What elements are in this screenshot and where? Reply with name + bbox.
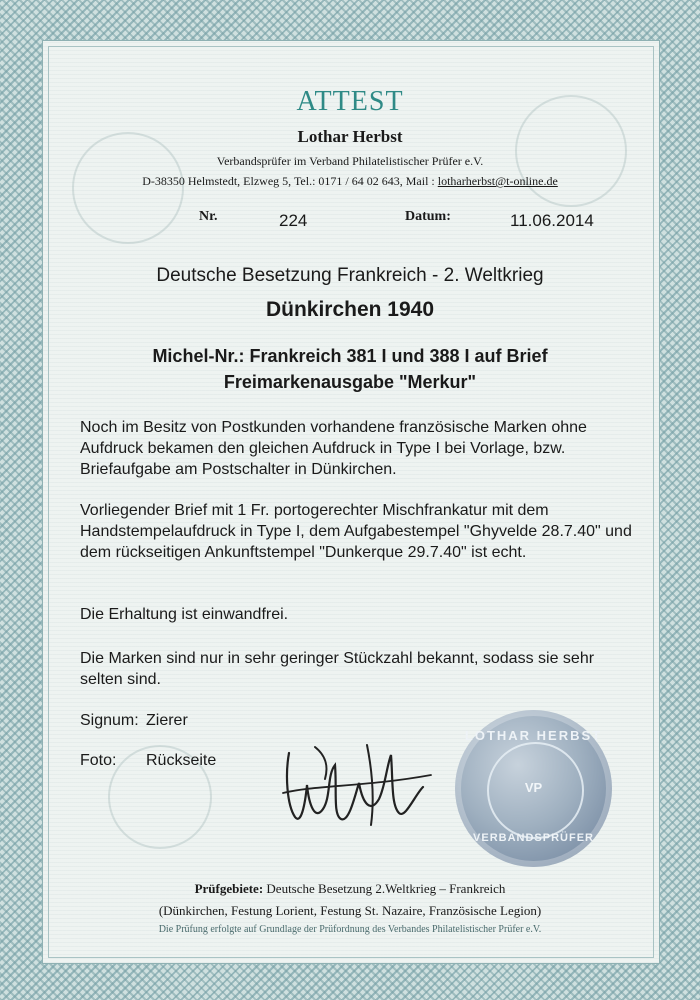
paragraph-condition: Die Erhaltung ist einwandfrei. bbox=[80, 606, 289, 623]
footer-areas bbox=[0, 881, 700, 897]
address-text: D-38350 Helmstedt, Elzweg 5, Tel.: 0171 / 64 02 643, Mail : bbox=[142, 174, 435, 188]
examiner-address bbox=[0, 174, 700, 189]
examiner-name: Lothar Herbst bbox=[297, 127, 403, 146]
certificate-title: ATTEST bbox=[296, 86, 404, 117]
seal-top-text: LOTHAR HERBST bbox=[464, 728, 603, 743]
number-label: Nr. bbox=[199, 209, 218, 224]
paragraph-description: Vorliegender Brief mit 1 Fr. portogerechter Mischfrankatur mit dem Handstempelaufdruck in Type I, dem Aufgabestempel "Ghyvelde 28.7.40" und dem rückseitigen Ankunftstempel "Dunkerque 29.7.40" ist echt. bbox=[80, 502, 632, 561]
footer-areas-detail: (Dünkirchen, Festung Lorient, Festung St. Nazaire, Französische Legion) bbox=[158, 903, 542, 918]
foto-row bbox=[80, 752, 216, 770]
foto-label: Foto: bbox=[80, 752, 117, 769]
signum-value: Zierer bbox=[146, 712, 188, 729]
date-label: Datum: bbox=[405, 209, 451, 224]
footer-areas-text: Deutsche Besetzung 2.Weltkrieg – Frankreich bbox=[266, 881, 506, 896]
examiner-affiliation: Verbandsprüfer im Verband Philatelistischer Prüfer e.V. bbox=[216, 154, 484, 168]
signum-row bbox=[80, 712, 188, 730]
paragraph-background: Noch im Besitz von Postkunden vorhandene französische Marken ohne Aufdruck bekamen den gleichen Aufdruck in Type I bei Vorlage, bzw. Briefaufgabe am Postschalter in Dünkirchen. bbox=[80, 419, 587, 478]
certificate-number: 224 bbox=[279, 211, 308, 230]
certificate-date: 11.06.2014 bbox=[510, 211, 594, 230]
email-link[interactable]: lotharherbst@t-online.de bbox=[437, 174, 558, 188]
signum-label: Signum: bbox=[80, 712, 139, 729]
handwritten-signature bbox=[275, 735, 435, 835]
paragraph-rarity: Die Marken sind nur in sehr geringer Stückzahl bekannt, sodass sie sehr selten sind. bbox=[80, 650, 595, 688]
seal-center-text: VP bbox=[524, 780, 543, 795]
foto-value: Rückseite bbox=[146, 752, 217, 769]
subject-title: Dünkirchen 1940 bbox=[265, 298, 435, 321]
michel-number: Michel-Nr.: Frankreich 381 I und 388 I auf Brief bbox=[152, 346, 548, 366]
footer-note: Die Prüfung erfolgte auf Grundlage der Prüfordnung des Verbandes Philatelistischer Prüfer e.V. bbox=[158, 924, 542, 935]
seal-bottom-text: VERBANDSPRÜFER bbox=[473, 832, 594, 844]
stamp-issue: Freimarkenausgabe "Merkur" bbox=[223, 372, 477, 392]
subject-heading: Deutsche Besetzung Frankreich - 2. Weltkrieg bbox=[156, 265, 544, 286]
examiner-seal bbox=[455, 710, 612, 867]
footer-label: Prüfgebiete: bbox=[194, 881, 264, 896]
